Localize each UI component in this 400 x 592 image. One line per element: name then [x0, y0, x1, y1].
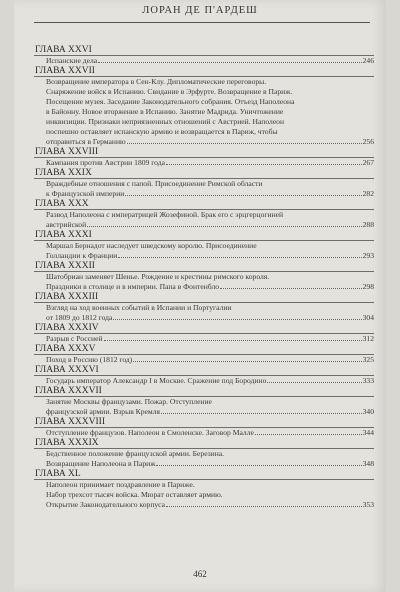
dot-leader — [113, 319, 361, 320]
chapter-heading: ГЛАВА XXVI — [34, 45, 374, 56]
chapter-heading: ГЛАВА XXXI — [34, 230, 374, 241]
entry-text-line: австрийской — [46, 220, 87, 229]
entry-text-line: Враждебные отношения с папой. Присоединение Римской области — [46, 179, 263, 188]
entry-page-number: 256 — [362, 137, 374, 146]
toc-entry — [34, 376, 374, 386]
entry-page-number: 344 — [362, 428, 374, 437]
dot-leader — [118, 257, 361, 258]
entry-last-line — [46, 313, 374, 323]
entry-page-number: 267 — [362, 158, 374, 167]
chapter-heading: ГЛАВА XXXVII — [34, 386, 374, 397]
entry-text-line: Кампания против Австрии 1809 года — [46, 158, 165, 167]
entry-text-line: отправиться в Германию — [46, 137, 126, 146]
entry-text-line: Набор трехсот тысяч войска. Мюрат оставляет армию. — [46, 490, 223, 499]
entry-text-line: Шатобриан заменяет Шенье. Рождение и крестины римского короля. — [46, 272, 270, 281]
entry-text-line: Маршал Бернадот наследует шведскому королю. Присоединение — [46, 241, 257, 250]
header-rule — [34, 22, 370, 23]
chapter-heading: ГЛАВА XXX — [34, 199, 374, 210]
chapter-heading: ГЛАВА XXXII — [34, 261, 374, 272]
dot-leader — [133, 361, 361, 362]
entry-last-line — [46, 334, 374, 344]
toc-entry — [34, 334, 374, 344]
entry-page-number: 282 — [362, 189, 374, 198]
running-header: ЛОРАН ДЕ П'АРДЕШ — [142, 5, 258, 16]
entry-page-number: 293 — [362, 251, 374, 260]
entry-text-line: Снаряжение войск в Испанию. Свидание в Эрфурте. Возвращение в Париж. — [46, 87, 293, 96]
entry-text-line: инквизиции. Признаки неприязненных отношений с Австрией. Наполеон — [46, 117, 285, 126]
dot-leader — [220, 288, 362, 289]
toc-entry — [34, 77, 374, 147]
entry-text-line: поспешно оставляет испанскую армию и возвращается в Париж, чтобы — [46, 127, 278, 136]
entry-text-line: к Французской империи — [46, 189, 125, 198]
entry-last-line — [46, 189, 374, 199]
entry-page-number: 325 — [362, 355, 374, 364]
dot-leader — [255, 434, 362, 435]
entry-text-line: в Байонну. Новое вторжение в Испанию. Занятие Мадрида. Уничтожение — [46, 107, 284, 116]
entry-last-line — [46, 282, 374, 292]
dot-leader — [166, 506, 362, 507]
entry-text-line: Возвращение императора в Сен-Клу. Дипломатические переговоры. — [46, 77, 267, 86]
toc-entry — [34, 303, 374, 323]
dot-leader — [166, 164, 362, 165]
entry-text-line: Посещение музея. Заседание Законодательного собрания. Отъезд Наполеона — [46, 97, 295, 106]
dot-leader — [125, 195, 361, 196]
entry-text-line: французской армии. Взрыв Кремля — [46, 407, 160, 416]
table-of-contents — [34, 45, 374, 510]
entry-text-line: Занятие Москвы французами. Пожар. Отступление — [46, 397, 212, 406]
dot-leader — [156, 465, 361, 466]
entry-last-line — [46, 251, 374, 261]
chapter-heading: ГЛАВА XXVII — [34, 66, 374, 77]
entry-text-line: Праздники в столице и в империи. Папа в Фонтенбло — [46, 282, 220, 291]
entry-text-line: Отступление французов. Наполеон в Смоленске. Заговор Малле — [46, 428, 254, 437]
dot-leader — [127, 143, 362, 144]
entry-text-line: Открытие Законодательного корпуса — [46, 500, 166, 509]
entry-text-line: Испанские дела — [46, 56, 98, 65]
entry-text-line: Бедственное положение французской армии. Березина. — [46, 449, 225, 458]
entry-page-number: 340 — [362, 407, 374, 416]
entry-page-number: 304 — [362, 313, 374, 322]
toc-entry — [34, 158, 374, 168]
entry-page-number: 333 — [362, 376, 374, 385]
chapter-heading: ГЛАВА XXIX — [34, 168, 374, 179]
toc-entry — [34, 355, 374, 365]
toc-entry — [34, 480, 374, 510]
entry-text-line: Наполеон принимает поздравление в Париже. — [46, 480, 195, 489]
entry-last-line — [46, 355, 374, 365]
entry-text-line: Взгляд на ход военных событий в Испании и Португалии — [46, 303, 232, 312]
dot-leader — [267, 382, 361, 383]
entry-page-number: 298 — [362, 282, 374, 291]
entry-page-number: 288 — [362, 220, 374, 229]
entry-text-line: Голландии к Франции — [46, 251, 118, 260]
chapter-heading: ГЛАВА XXXVI — [34, 365, 374, 376]
page-number: 462 — [193, 569, 207, 579]
toc-entry — [34, 449, 374, 469]
chapter-heading: ГЛАВА XL — [34, 469, 374, 480]
entry-text-line: Возвращение Наполеона в Париж — [46, 459, 156, 468]
entry-text-line: Разрыв с Россией — [46, 334, 103, 343]
entry-last-line — [46, 220, 374, 230]
entry-text-line: Развод Наполеона с императрицей Жозефиной. Брак его с эрцгерцогиней — [46, 210, 284, 219]
chapter-heading: ГЛАВА XXXIV — [34, 323, 374, 334]
entry-last-line — [46, 158, 374, 168]
toc-entry — [34, 179, 374, 199]
chapter-heading: ГЛАВА XXVIII — [34, 147, 374, 158]
book-page — [14, 0, 386, 592]
dot-leader — [104, 340, 362, 341]
entry-text-line: от 1809 до 1812 года — [46, 313, 113, 322]
toc-entry — [34, 210, 374, 230]
toc-entry — [34, 241, 374, 261]
entry-page-number: 353 — [362, 500, 374, 509]
toc-entry — [34, 272, 374, 292]
entry-last-line — [46, 500, 374, 510]
entry-last-line — [46, 376, 374, 386]
entry-last-line — [46, 407, 374, 417]
chapter-heading: ГЛАВА XXXIX — [34, 438, 374, 449]
toc-entry — [34, 428, 374, 438]
toc-entry — [34, 397, 374, 417]
toc-entry — [34, 56, 374, 66]
dot-leader — [98, 62, 361, 63]
entry-page-number: 246 — [362, 56, 374, 65]
dot-leader — [87, 226, 361, 227]
entry-last-line — [46, 56, 374, 66]
entry-page-number: 312 — [362, 334, 374, 343]
dot-leader — [161, 413, 362, 414]
entry-last-line — [46, 428, 374, 438]
entry-last-line — [46, 459, 374, 469]
chapter-heading: ГЛАВА XXXIII — [34, 292, 374, 303]
entry-page-number: 348 — [362, 459, 374, 468]
entry-text-line: Поход в Россию (1812 год) — [46, 355, 133, 364]
chapter-heading: ГЛАВА XXXV — [34, 344, 374, 355]
entry-last-line — [46, 137, 374, 147]
entry-text-line: Государь император Александр I в Москве. Сражение под Бородино — [46, 376, 267, 385]
chapter-heading: ГЛАВА XXXVIII — [34, 417, 374, 428]
